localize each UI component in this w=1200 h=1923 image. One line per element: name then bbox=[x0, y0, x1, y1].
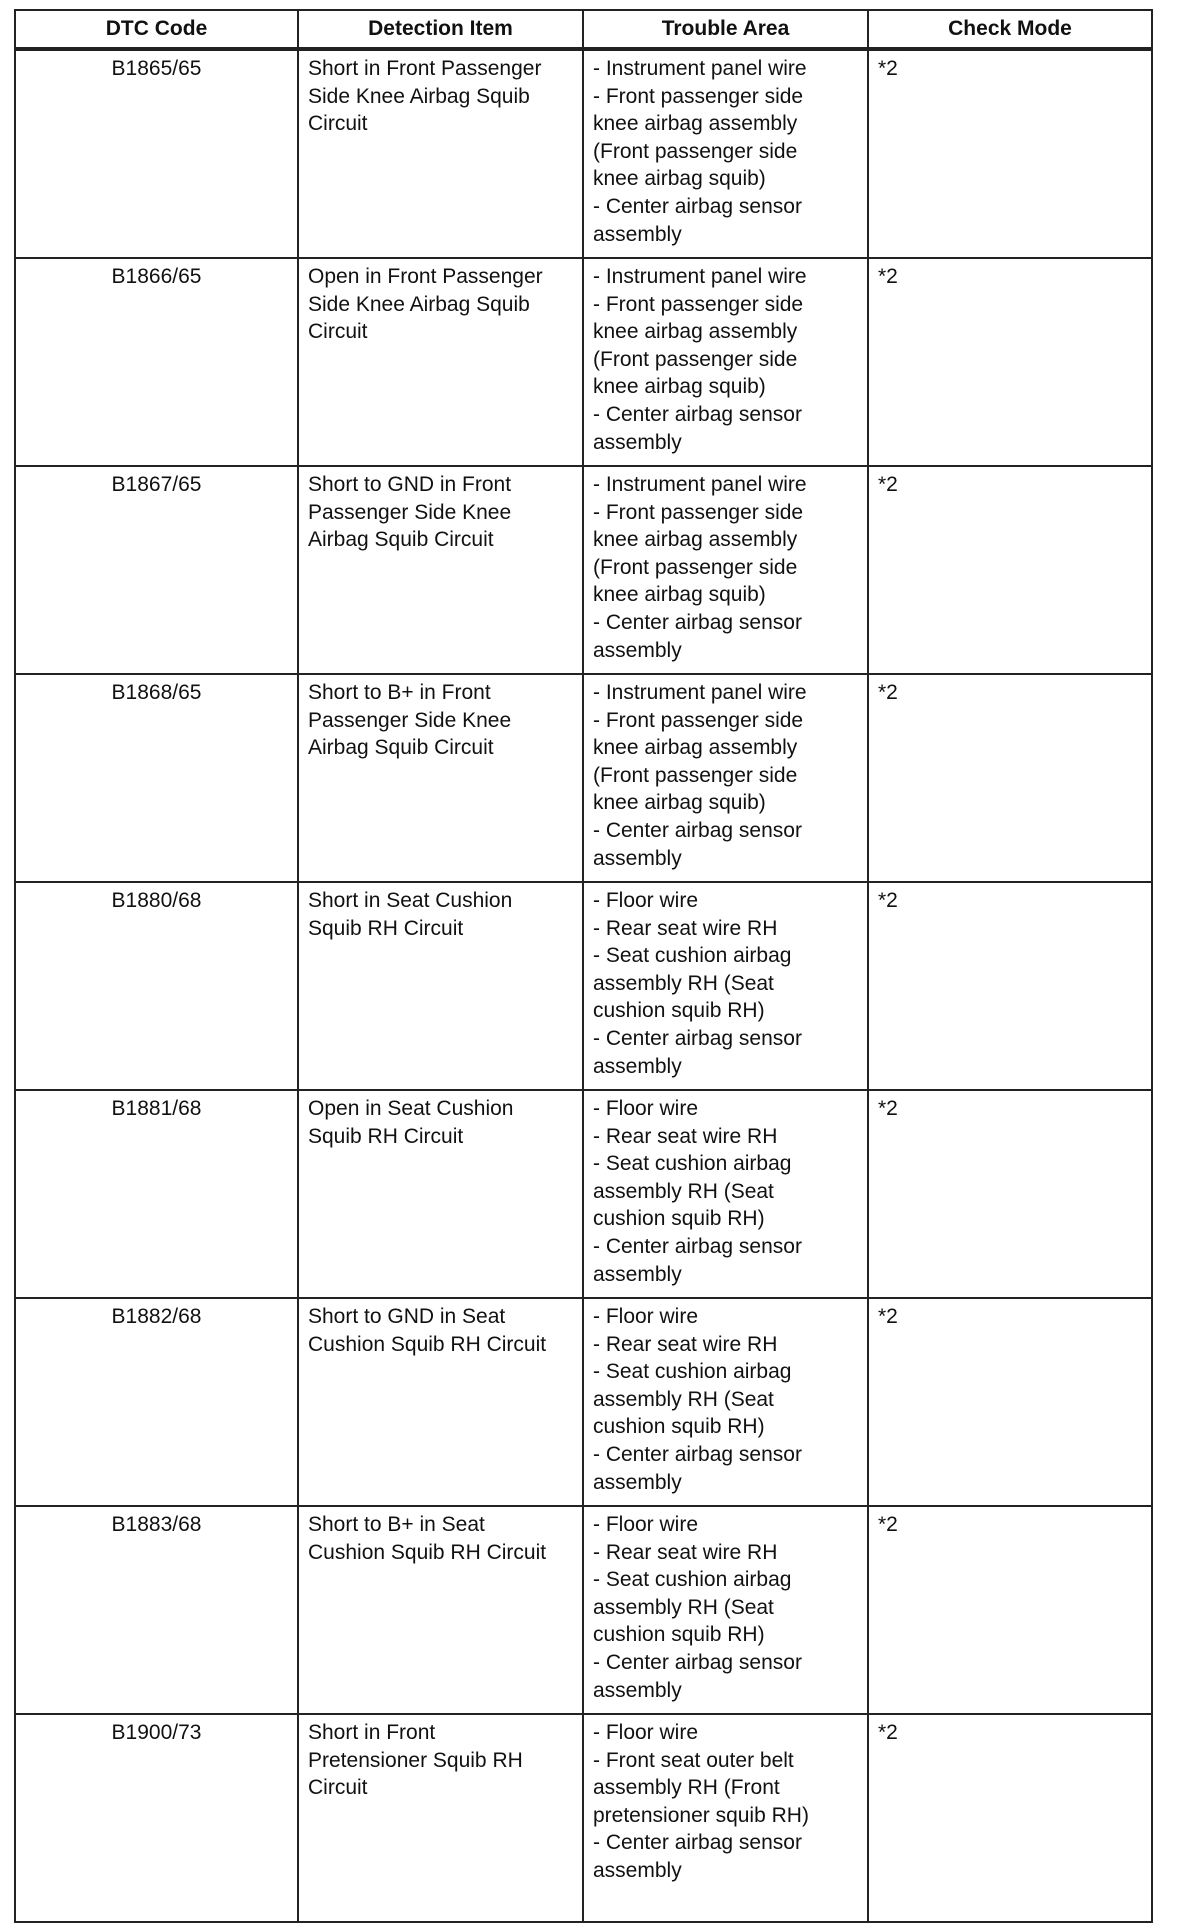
trouble-area-line: assembly RH (Seat bbox=[593, 1179, 774, 1203]
trouble-area-line: - Rear seat wire RH bbox=[593, 1332, 778, 1356]
header-trouble-area: Trouble Area bbox=[583, 10, 868, 49]
trouble-area-line: - Instrument panel wire bbox=[593, 57, 807, 80]
check-mode-cell: *2 bbox=[868, 1714, 1152, 1922]
detection-item-line: Short to B+ in Front bbox=[308, 681, 491, 704]
trouble-area-line: pretensioner squib RH) bbox=[593, 1803, 809, 1827]
trouble-area-cell bbox=[583, 1714, 868, 1922]
trouble-area-line: assembly RH (Seat bbox=[593, 1387, 774, 1411]
trouble-area-cell bbox=[583, 466, 868, 674]
trouble-area-cell bbox=[583, 1298, 868, 1506]
detection-item-line: Circuit bbox=[308, 320, 368, 344]
trouble-area-line: knee airbag squib) bbox=[593, 791, 766, 815]
trouble-area-cell bbox=[583, 1090, 868, 1298]
check-mode-cell: *2 bbox=[868, 258, 1152, 466]
trouble-area-line: - Rear seat wire RH bbox=[593, 1124, 778, 1148]
trouble-area-line: assembly bbox=[593, 1262, 682, 1286]
trouble-area-line: - Seat cushion airbag bbox=[593, 1152, 792, 1176]
trouble-area-line: (Front passenger side bbox=[593, 139, 798, 163]
trouble-area-line: - Instrument panel wire bbox=[593, 265, 807, 288]
trouble-area-line: knee airbag assembly bbox=[593, 112, 798, 136]
trouble-area-line: knee airbag assembly bbox=[593, 736, 798, 760]
detection-item-line: Airbag Squib Circuit bbox=[308, 736, 494, 760]
trouble-area-line: - Front passenger side bbox=[593, 500, 804, 524]
detection-item-line: Pretensioner Squib RH bbox=[308, 1748, 523, 1772]
trouble-area-line: - Front passenger side bbox=[593, 84, 804, 108]
trouble-area-line: knee airbag assembly bbox=[593, 320, 798, 344]
trouble-area-cell bbox=[583, 49, 868, 258]
trouble-area-line: - Front passenger side bbox=[593, 708, 804, 732]
trouble-area-line: - Center airbag sensor bbox=[593, 402, 802, 426]
dtc-code-cell: B1882/68 bbox=[15, 1298, 298, 1506]
dtc-code-cell: B1868/65 bbox=[15, 674, 298, 882]
trouble-area-line: - Floor wire bbox=[593, 1721, 699, 1744]
trouble-area-line: - Center airbag sensor bbox=[593, 610, 802, 634]
dtc-table bbox=[14, 9, 1153, 1923]
header-check-mode: Check Mode bbox=[868, 10, 1152, 49]
table-row bbox=[15, 1714, 1152, 1922]
trouble-area-line: assembly bbox=[593, 638, 682, 662]
trouble-area-line: - Floor wire bbox=[593, 1097, 699, 1120]
detection-item-line: Squib RH Circuit bbox=[308, 916, 464, 940]
trouble-area-line: knee airbag squib) bbox=[593, 375, 766, 399]
detection-item-line: Short in Front Passenger bbox=[308, 57, 542, 80]
dtc-code-cell: B1880/68 bbox=[15, 882, 298, 1090]
check-mode-cell: *2 bbox=[868, 1090, 1152, 1298]
trouble-area-line: assembly bbox=[593, 846, 682, 870]
detection-item-cell bbox=[298, 1506, 583, 1714]
detection-item-line: Short to GND in Front bbox=[308, 473, 512, 496]
table-row bbox=[15, 1506, 1152, 1714]
trouble-area-line: - Floor wire bbox=[593, 1513, 699, 1536]
trouble-area-line: - Instrument panel wire bbox=[593, 681, 807, 704]
dtc-code-cell: B1866/65 bbox=[15, 258, 298, 466]
trouble-area-line: - Seat cushion airbag bbox=[593, 944, 792, 968]
table-row bbox=[15, 882, 1152, 1090]
trouble-area-line: assembly bbox=[593, 430, 682, 454]
table-row bbox=[15, 1298, 1152, 1506]
detection-item-line: Circuit bbox=[308, 112, 368, 136]
detection-item-line: Side Knee Airbag Squib bbox=[308, 292, 530, 316]
trouble-area-line: assembly RH (Front bbox=[593, 1776, 780, 1800]
detection-item-cell bbox=[298, 258, 583, 466]
trouble-area-line: knee airbag squib) bbox=[593, 167, 766, 191]
trouble-area-line: - Seat cushion airbag bbox=[593, 1568, 792, 1592]
detection-item-line: Airbag Squib Circuit bbox=[308, 528, 494, 552]
check-mode-cell: *2 bbox=[868, 1298, 1152, 1506]
detection-item-line: Open in Seat Cushion bbox=[308, 1097, 514, 1120]
trouble-area-line: - Rear seat wire RH bbox=[593, 1540, 778, 1564]
detection-item-cell bbox=[298, 466, 583, 674]
dtc-code-cell: B1900/73 bbox=[15, 1714, 298, 1922]
trouble-area-line: - Floor wire bbox=[593, 1305, 699, 1328]
detection-item-line: Short to GND in Seat bbox=[308, 1305, 506, 1328]
trouble-area-line: - Center airbag sensor bbox=[593, 194, 802, 218]
trouble-area-line: cushion squib RH) bbox=[593, 1623, 765, 1647]
trouble-area-line: knee airbag squib) bbox=[593, 583, 766, 607]
trouble-area-line: - Center airbag sensor bbox=[593, 1026, 802, 1050]
dtc-code-cell: B1881/68 bbox=[15, 1090, 298, 1298]
detection-item-cell bbox=[298, 674, 583, 882]
detection-item-cell bbox=[298, 1298, 583, 1506]
trouble-area-line: assembly bbox=[593, 222, 682, 246]
detection-item-cell bbox=[298, 1090, 583, 1298]
detection-item-line: Circuit bbox=[308, 1776, 368, 1800]
detection-item-line: Open in Front Passenger bbox=[308, 265, 543, 288]
dtc-code-cell: B1865/65 bbox=[15, 49, 298, 258]
check-mode-cell: *2 bbox=[868, 882, 1152, 1090]
trouble-area-line: cushion squib RH) bbox=[593, 1207, 765, 1231]
table-row bbox=[15, 674, 1152, 882]
table-row bbox=[15, 49, 1152, 258]
table-header-row bbox=[15, 10, 1152, 49]
trouble-area-line: - Front seat outer belt bbox=[593, 1748, 794, 1772]
detection-item-line: Cushion Squib RH Circuit bbox=[308, 1540, 547, 1564]
detection-item-line: Short to B+ in Seat bbox=[308, 1513, 485, 1536]
trouble-area-line: knee airbag assembly bbox=[593, 528, 798, 552]
trouble-area-line: cushion squib RH) bbox=[593, 999, 765, 1023]
detection-item-line: Side Knee Airbag Squib bbox=[308, 84, 530, 108]
detection-item-line: Short in Front bbox=[308, 1721, 436, 1744]
detection-item-cell bbox=[298, 882, 583, 1090]
trouble-area-line: assembly RH (Seat bbox=[593, 1595, 774, 1619]
detection-item-line: Short in Seat Cushion bbox=[308, 889, 513, 912]
trouble-area-line: cushion squib RH) bbox=[593, 1415, 765, 1439]
trouble-area-line: - Center airbag sensor bbox=[593, 818, 802, 842]
trouble-area-cell bbox=[583, 1506, 868, 1714]
trouble-area-line: - Instrument panel wire bbox=[593, 473, 807, 496]
trouble-area-cell bbox=[583, 258, 868, 466]
check-mode-cell: *2 bbox=[868, 674, 1152, 882]
header-dtc-code: DTC Code bbox=[15, 10, 298, 49]
detection-item-line: Cushion Squib RH Circuit bbox=[308, 1332, 547, 1356]
trouble-area-line: - Floor wire bbox=[593, 889, 699, 912]
trouble-area-line: - Center airbag sensor bbox=[593, 1442, 802, 1466]
dtc-code-cell: B1867/65 bbox=[15, 466, 298, 674]
table-row bbox=[15, 466, 1152, 674]
table-body bbox=[15, 49, 1152, 1922]
trouble-area-line: - Seat cushion airbag bbox=[593, 1360, 792, 1384]
detection-item-cell bbox=[298, 1714, 583, 1922]
detection-item-line: Squib RH Circuit bbox=[308, 1124, 464, 1148]
trouble-area-line: assembly RH (Seat bbox=[593, 971, 774, 995]
trouble-area-line: assembly bbox=[593, 1858, 682, 1882]
trouble-area-line: - Center airbag sensor bbox=[593, 1234, 802, 1258]
trouble-area-line: assembly bbox=[593, 1054, 682, 1078]
check-mode-cell: *2 bbox=[868, 1506, 1152, 1714]
trouble-area-line: (Front passenger side bbox=[593, 555, 798, 579]
trouble-area-line: (Front passenger side bbox=[593, 763, 798, 787]
trouble-area-line: assembly bbox=[593, 1678, 682, 1702]
header-detection-item: Detection Item bbox=[298, 10, 583, 49]
detection-item-line: Passenger Side Knee bbox=[308, 708, 512, 732]
dtc-code-cell: B1883/68 bbox=[15, 1506, 298, 1714]
trouble-area-line: assembly bbox=[593, 1470, 682, 1494]
table-row bbox=[15, 258, 1152, 466]
trouble-area-cell bbox=[583, 674, 868, 882]
detection-item-cell bbox=[298, 49, 583, 258]
trouble-area-line: - Front passenger side bbox=[593, 292, 804, 316]
check-mode-cell: *2 bbox=[868, 49, 1152, 258]
trouble-area-cell bbox=[583, 882, 868, 1090]
table-row bbox=[15, 1090, 1152, 1298]
trouble-area-line: - Rear seat wire RH bbox=[593, 916, 778, 940]
trouble-area-line: - Center airbag sensor bbox=[593, 1831, 802, 1855]
trouble-area-line: - Center airbag sensor bbox=[593, 1650, 802, 1674]
trouble-area-line: (Front passenger side bbox=[593, 347, 798, 371]
check-mode-cell: *2 bbox=[868, 466, 1152, 674]
detection-item-line: Passenger Side Knee bbox=[308, 500, 512, 524]
